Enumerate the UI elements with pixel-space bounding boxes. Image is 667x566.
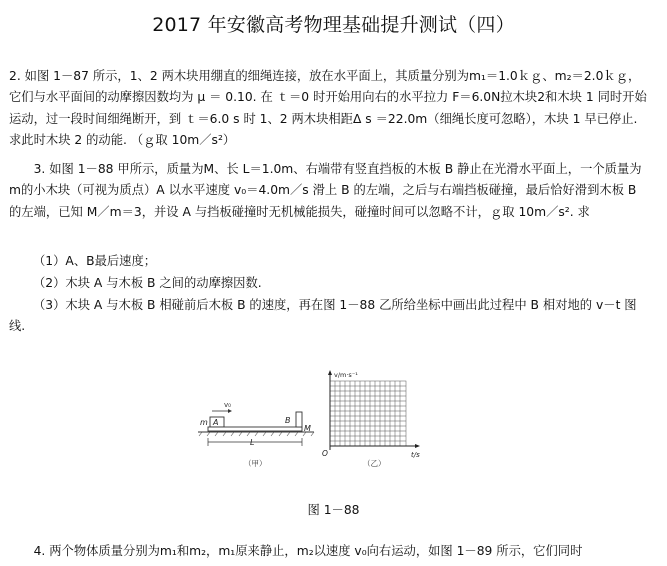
grid [330,381,406,446]
label-m: m [200,418,208,427]
question-3-part-2: （2）木块 A 与木板 B 之间的动摩擦因数. [33,276,262,290]
label-v0: v₀ [224,401,231,409]
sub-caption-jia: （甲） [244,459,267,468]
question-3-part-1: （1）A、B最后速度； [33,254,157,268]
x-axis-label: t/s [411,451,420,459]
label-l: L [250,438,255,447]
origin-label: O [322,449,328,458]
figure-jia [196,396,326,471]
baffle [296,412,302,427]
y-axis-label: v/m·s⁻¹ [334,371,358,379]
label-mass-m: M [304,424,311,433]
page-title: 2017 年安徽高考物理基础提升测试（四） [152,14,515,36]
label-b: B [285,416,291,425]
label-a: A [213,418,219,427]
sub-caption-yi: （乙） [363,459,386,468]
question-2: 2. 如图 1－87 所示，1、2 两木块用绷直的细绳连接，放在水平面上，其质量分别为m₁＝1.0ｋｇ、m₂＝2.0ｋｇ，它们与水平面间的动摩擦因数均为 μ ＝ 0.10. 在 ｔ＝0 时开始用向右的水平拉力 F＝6.0N拉木块2和木块 1 同时开始运动，过一段时间细绳断开，到 ｔ＝6.0 s 时 1、2 两木块相距Δ s ＝22.0m（细绳长度可忽略），木块 1 早已停止. 求此时木块 2 的动能. （ｇ取 10m／s²） [9,69,647,147]
question-3-intro: 3. 如图 1－88 甲所示，质量为M、长 L＝1.0m、右端带有竖直挡板的木板 B 静止在光滑水平面上，一个质量为m的小木块（可视为质点）A 以水平速度 v₀＝4.0m／s 滑上 B 的左端，之后与右端挡板碰撞，最后恰好滑到木板 B 的左端，已知 M／m＝3，并设 A 与挡板碰撞时无机械能损失，碰撞时间可以忽略不计，ｇ取 10m／s². 求 [9,162,642,219]
question-3-part-3: （3）木块 A 与木板 B 相碰前后木板 B 的速度，再在图 1－88 乙所给坐标中画出此过程中 B 相对地的 v－t 图线. [9,298,637,334]
board-b [208,427,302,431]
y-axis-arrowhead [328,370,332,375]
figure-yi [318,368,438,478]
x-axis-arrowhead [415,444,420,448]
velocity-arrowhead [228,409,232,413]
figure-caption: 图 1－88 [307,503,360,517]
question-4: 4. 两个物体质量分别为m₁和m₂，m₁原来静止，m₂以速度 v₀向右运动，如图 1－89 所示，它们同时 [33,544,583,558]
